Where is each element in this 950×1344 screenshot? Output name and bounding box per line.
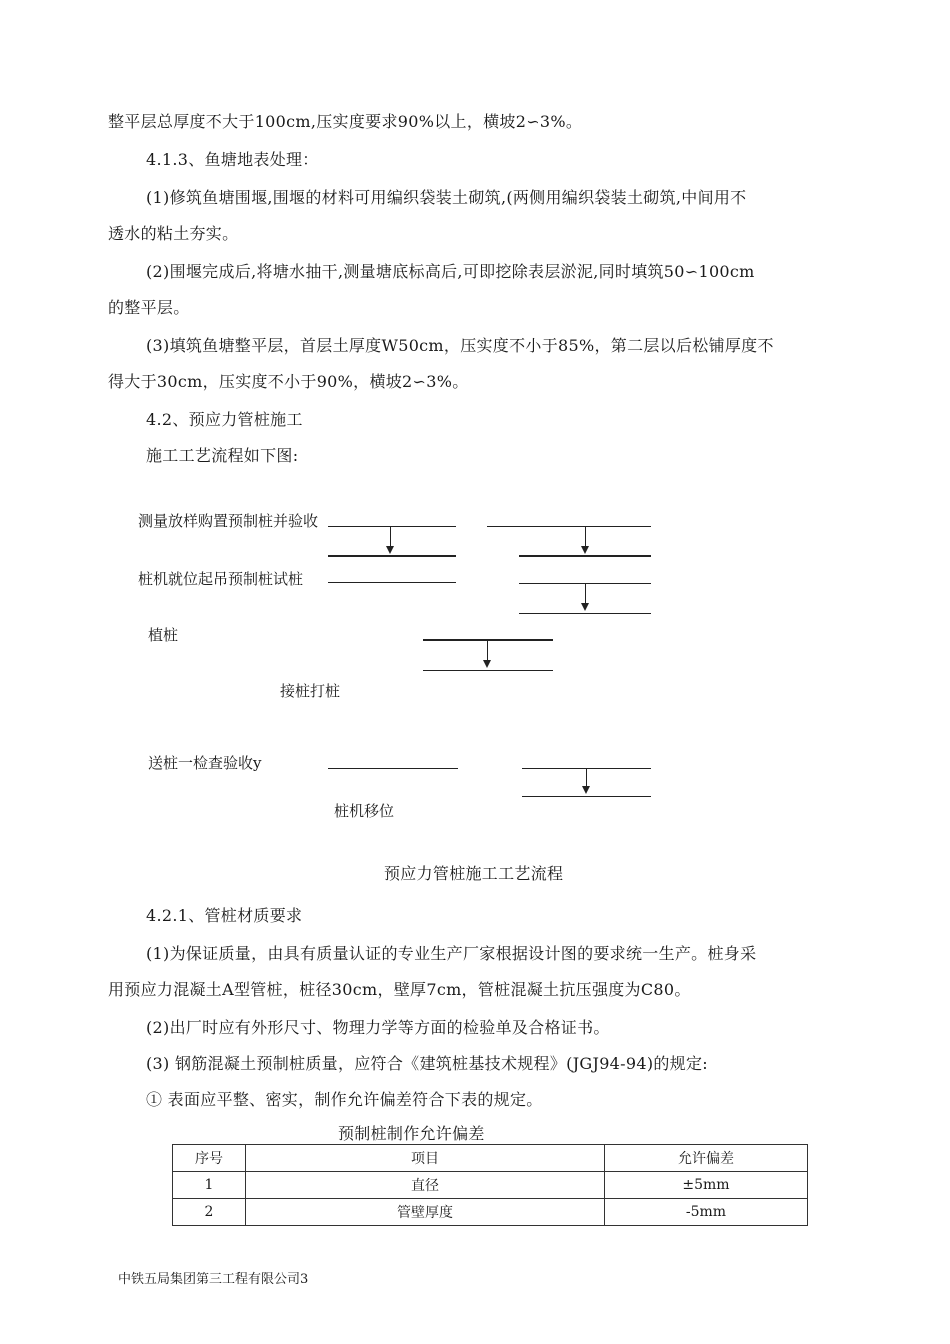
flow-step-survey: 测量放样购置预制桩并验收	[138, 512, 319, 530]
flow-step-splicing: 接桩打桩	[280, 682, 341, 700]
paragraph-line: 的整平层。	[108, 298, 190, 317]
paragraph-line: 用预应力混凝土A型管桩，桩径30cm，壁厚7cm，管桩混凝土抗压强度为C80。	[108, 980, 691, 999]
flow-step-relocation: 桩机移位	[334, 802, 395, 820]
flow-arrow-head	[582, 786, 590, 794]
paragraph-line: 整平层总厚度不大于100cm,压实度要求90%以上，横坡2∽3%。	[108, 112, 583, 131]
flow-caption: 预应力管桩施工工艺流程	[384, 864, 564, 883]
paragraph-line: ① 表面应平整、密实，制作允许偏差符合下表的规定。	[146, 1090, 543, 1109]
table-header-cell: 序号	[173, 1145, 246, 1172]
flow-arrow-shaft	[390, 527, 391, 547]
flow-step-inspection: 送桩一检查验收y	[148, 754, 262, 772]
table-row	[173, 1199, 808, 1226]
table-cell: 管壁厚度	[246, 1199, 605, 1226]
flow-arrow-shaft	[585, 527, 586, 547]
flow-step-planting: 植桩	[148, 626, 179, 644]
flow-line	[328, 526, 456, 527]
table-header-cell: 允许偏差	[605, 1145, 808, 1172]
table-header-cell: 项目	[246, 1145, 605, 1172]
table-cell: 2	[173, 1199, 246, 1226]
flow-line	[328, 582, 456, 583]
table-title: 预制桩制作允许偏差	[338, 1124, 485, 1143]
tolerance-table	[172, 1144, 808, 1226]
page-footer: 中铁五局集团第三工程有限公司3	[118, 1272, 309, 1287]
flow-arrow-head	[581, 546, 589, 554]
flow-line	[519, 613, 651, 614]
flow-line	[487, 526, 651, 527]
paragraph-line: (3)填筑鱼塘整平层，首层土厚度W50cm，压实度不小于85%，第二层以后松铺厚度不	[146, 336, 774, 355]
paragraph-line: (2)出厂时应有外形尺寸、物理力学等方面的检验单及合格证书。	[146, 1018, 610, 1037]
flow-line	[522, 796, 651, 797]
flow-arrow-head	[483, 660, 491, 668]
flow-arrow-head	[581, 603, 589, 611]
table-cell: ±5mm	[605, 1172, 808, 1199]
flow-arrow-shaft	[585, 584, 586, 604]
paragraph-line: (1)修筑鱼塘围堰,围堰的材料可用编织袋装土砌筑,(两侧用编织袋装土砌筑,中间用不	[146, 188, 747, 207]
flow-step-positioning: 桩机就位起吊预制桩试桩	[138, 570, 304, 588]
flow-arrow-shaft	[586, 769, 587, 787]
flow-line	[519, 555, 651, 557]
table-cell: -5mm	[605, 1199, 808, 1226]
flow-arrow-shaft	[487, 641, 488, 661]
flow-line	[328, 555, 456, 557]
table-cell: 1	[173, 1172, 246, 1199]
flow-line	[423, 670, 553, 671]
table-header-row	[173, 1145, 808, 1172]
paragraph-line: 施工工艺流程如下图:	[146, 446, 299, 465]
table-row	[173, 1172, 808, 1199]
section-heading: 4.1.3、鱼塘地表处理：	[146, 150, 319, 169]
paragraph-line: (2)围堰完成后,将塘水抽干,测量塘底标高后,可即挖除表层淤泥,同时填筑50∽100cm	[146, 262, 755, 281]
section-heading: 4.2、预应力管桩施工	[146, 410, 303, 429]
paragraph-line: (1)为保证质量，由具有质量认证的专业生产厂家根据设计图的要求统一生产。桩身采	[146, 944, 757, 963]
paragraph-line: 透水的粘土夯实。	[108, 224, 239, 243]
flow-arrow-head	[386, 546, 394, 554]
flow-line	[423, 639, 553, 641]
paragraph-line: (3) 钢筋混凝土预制桩质量，应符合《建筑桩基技术规程》(JGJ94-94)的规定:	[146, 1054, 708, 1073]
flow-line	[328, 768, 458, 769]
paragraph-line: 得大于30cm，压实度不小于90%，横坡2∽3%。	[108, 372, 469, 391]
section-heading: 4.2.1、管桩材质要求	[146, 906, 303, 925]
table-cell: 直径	[246, 1172, 605, 1199]
